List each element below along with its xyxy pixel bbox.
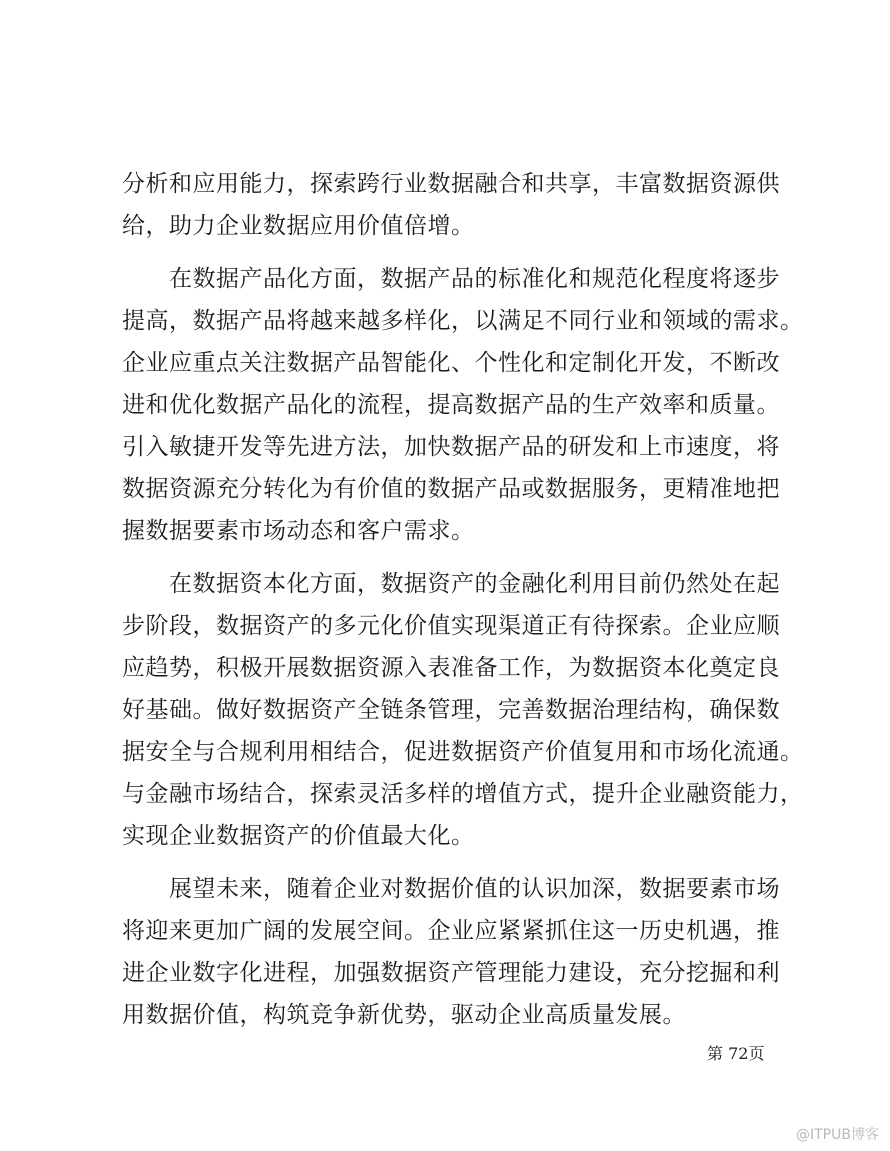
text-line: 分析和应用能力，探索跨行业数据融合和共享，丰富数据资源供: [122, 171, 780, 197]
text-line: 进和优化数据产品化的流程，提高数据产品的生产效率和质量。: [122, 392, 780, 418]
body-text: [122, 163, 804, 1036]
paragraph-data-capitalization: [122, 563, 804, 857]
text-line: 引入敏捷开发等先进方法，加快数据产品的研发和上市速度，将: [122, 434, 780, 460]
text-line: 数据资源充分转化为有价值的数据产品或数据服务，更精准地把: [122, 476, 780, 502]
text-line: 实现企业数据资产的价值最大化。: [122, 823, 475, 849]
paragraph-continuation: [122, 163, 778, 247]
text-line: 给，助力企业数据应用价值倍增。: [122, 213, 475, 239]
text-line: 在数据资本化方面，数据资产的金融化利用目前仍然处在起: [169, 571, 780, 597]
text-line: 应趋势，积极开展数据资源入表准备工作，为数据资本化奠定良: [122, 655, 780, 681]
text-line: 在数据产品化方面，数据产品的标准化和规范化程度将逐步: [169, 266, 780, 292]
text-line: 展望未来，随着企业对数据价值的认识加深，数据要素市场: [169, 876, 780, 902]
text-line: 提高，数据产品将越来越多样化，以满足不同行业和领域的需求。: [122, 308, 804, 334]
watermark: @ITPUB博客: [796, 1127, 879, 1143]
text-line: 握数据要素市场动态和客户需求。: [122, 518, 475, 544]
text-line: 将迎来更加广阔的发展空间。企业应紧紧抓住这一历史机遇，推: [122, 918, 780, 944]
text-line: 用数据价值，构筑竞争新优势，驱动企业高质量发展。: [122, 1002, 686, 1028]
paragraph-outlook: [122, 868, 778, 1036]
text-line: 好基础。做好数据资产全链条管理，完善数据治理结构，确保数: [122, 697, 780, 723]
text-line: 步阶段，数据资产的多元化价值实现渠道正有待探索。企业应顺: [122, 613, 780, 639]
text-line: 据安全与合规利用相结合，促进数据资产价值复用和市场化流通。: [122, 739, 804, 765]
text-line: 与金融市场结合，探索灵活多样的增值方式，提升企业融资能力，: [122, 781, 804, 807]
page-number: 第 72页: [707, 1044, 765, 1063]
text-line: 进企业数字化进程，加强数据资产管理能力建设，充分挖掘和利: [122, 960, 780, 986]
text-line: 企业应重点关注数据产品智能化、个性化和定制化开发，不断改: [122, 350, 780, 376]
paragraph-data-productization: [122, 258, 804, 552]
